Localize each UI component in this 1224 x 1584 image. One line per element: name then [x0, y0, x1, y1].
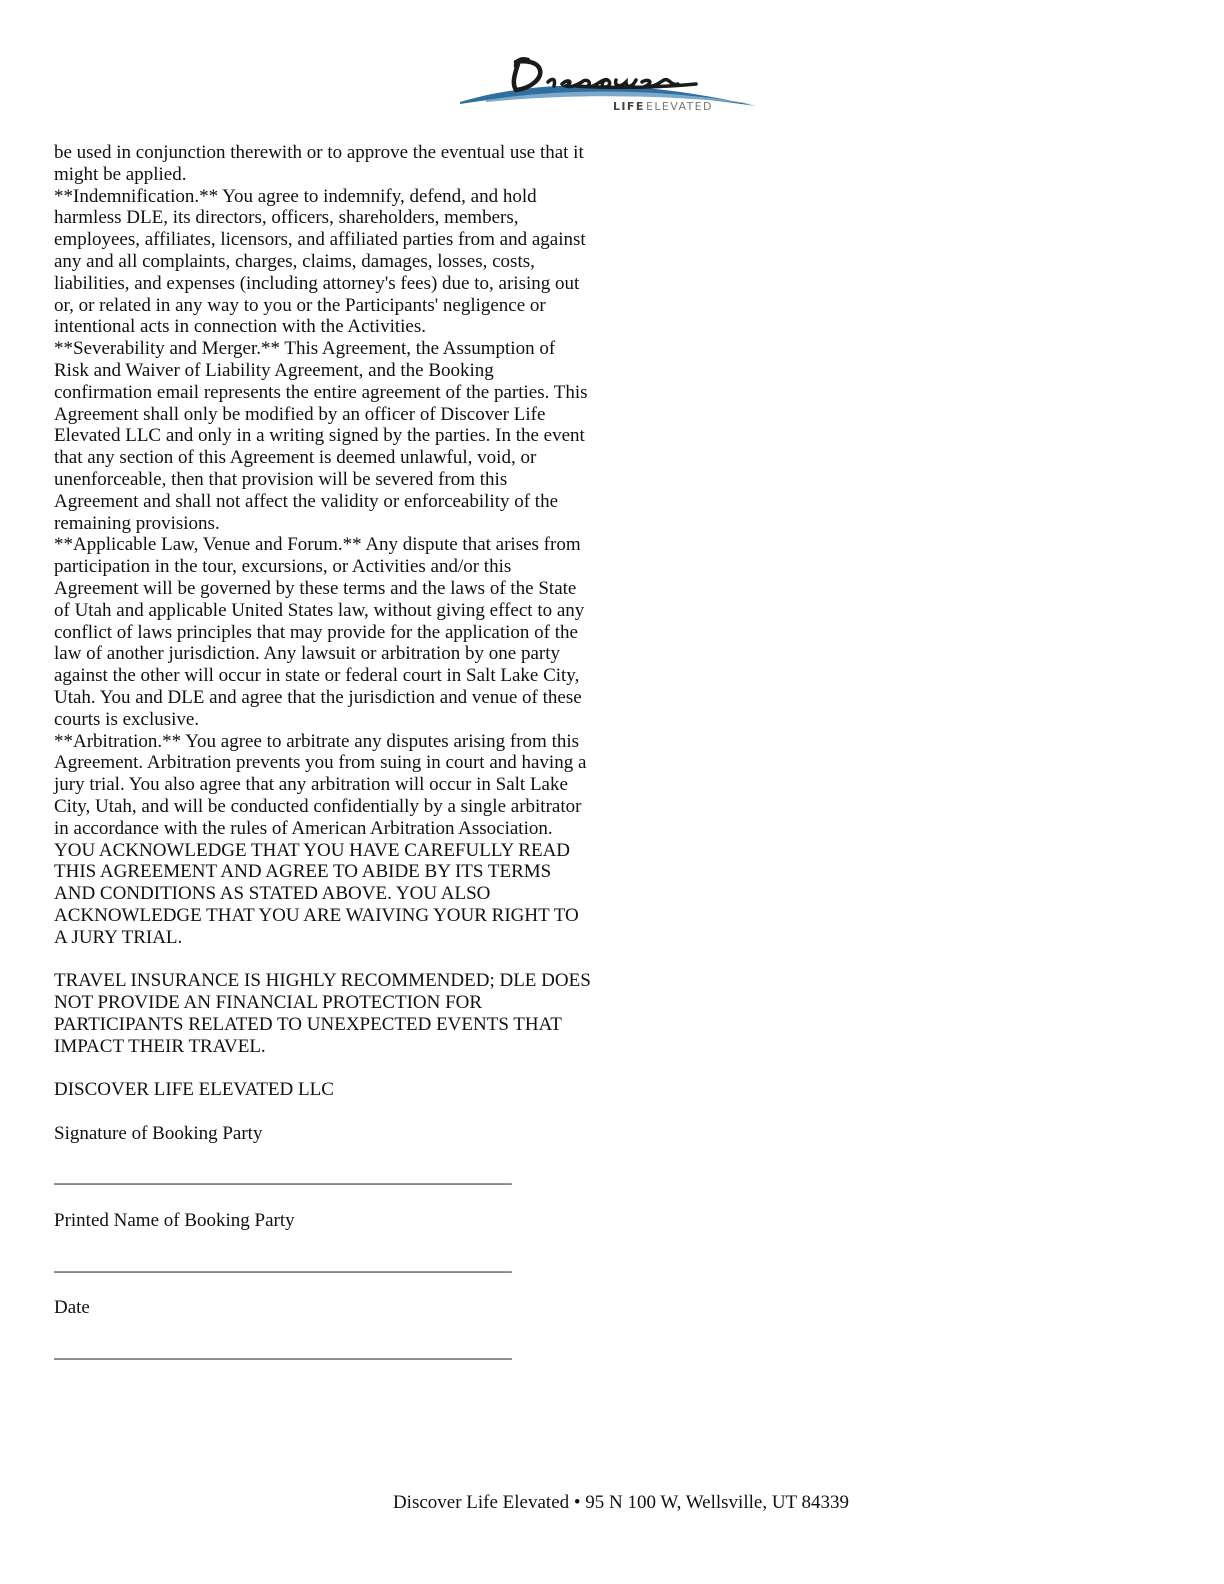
spacer [54, 1145, 594, 1167]
spacer [54, 1188, 594, 1210]
continuation-paragraph: be used in conjunction therewith or to approve the eventual use that it might be applied. [54, 142, 584, 185]
date-label: Date [54, 1297, 90, 1319]
discover-life-elevated-logo [456, 52, 758, 116]
signature-label: Signature of Booking Party [54, 1122, 263, 1144]
company-name: DISCOVER LIFE ELEVATED LLC [54, 1079, 334, 1101]
spacer [54, 1319, 594, 1341]
spacer [54, 1275, 594, 1297]
spacer [54, 948, 594, 970]
applicable-law-paragraph: **Applicable Law, Venue and Forum.** Any dispute that arises from participation in the tour, excursions, or Activities and/or this Agreement will be governed by these terms and the laws of the State of Utah and applicable United States law, without giving effect to any conflict of laws principles that may provide for the application of the law of another jurisdiction. Any lawsuit or arbitration by one party against the other will occur in state or federal court in Salt Lake City, Utah. You and DLE and agree that the jurisdiction and venue of these courts is exclusive. [54, 534, 585, 730]
logo-script-letters [548, 79, 696, 87]
printed-name-label: Printed Name of Booking Party [54, 1210, 295, 1232]
logo-graphic [456, 52, 758, 116]
date-line[interactable]: _______________________________________________________ [54, 1340, 511, 1362]
indemnification-paragraph: **Indemnification.** You agree to indemnify, defend, and hold harmless DLE, its directors, officers, shareholders, members, employees, affiliates, licensors, and affiliated parties from and against any and all complaints, charges, claims, damages, losses, costs, liabilities, and expenses (including attorney's fees) due to, arising out or, or related in any way to you or the Participants' negligence or intentional acts in connection with the Activities. [54, 185, 586, 338]
logo-tagline-light: ELEVATED [646, 100, 713, 113]
spacer [54, 1101, 594, 1123]
logo-script-d [514, 59, 540, 90]
logo-tagline-bold: LIFE [613, 100, 645, 113]
spacer [54, 1232, 594, 1254]
arbitration-paragraph: **Arbitration.** You agree to arbitrate any disputes arising from this Agreement. Arbitration prevents you from suing in court and having a jury trial. You also agree that any arbitration will occur in Salt Lake City, Utah, and will be conducted confidentially by a single arbitrator in accordance with the rules of American Arbitration Association. YOU ACKNOWLEDGE THAT YOU HAVE CAREFULLY READ THIS AGREEMENT AND AGREE TO ABIDE BY ITS TERMS AND CONDITIONS AS STATED ABOVE. YOU ALSO ACKNOWLEDGE THAT YOU ARE WAIVING YOUR RIGHT TO A JURY TRIAL. [54, 730, 587, 948]
travel-insurance-notice: TRAVEL INSURANCE IS HIGHLY RECOMMENDED; DLE DOES NOT PROVIDE AN FINANCIAL PROTECTION FOR PARTICIPANTS RELATED TO UNEXPECTED EVENTS THAT IMPACT THEIR TRAVEL. [54, 970, 591, 1057]
footer-address: Discover Life Elevated • 95 N 100 W, Wellsville, UT 84339 [392, 1492, 850, 1513]
printed-name-line[interactable]: _______________________________________________________ [54, 1253, 511, 1275]
signature-line[interactable]: _______________________________________________________ [54, 1166, 511, 1188]
agreement-body [54, 142, 594, 1363]
spacer [54, 1057, 594, 1079]
severability-paragraph: **Severability and Merger.** This Agreement, the Assumption of Risk and Waiver of Liability Agreement, and the Booking confirmation email represents the entire agreement of the parties. This Agreement shall only be modified by an officer of Discover Life Elevated LLC and only in a writing signed by the parties. In the event that any section of this Agreement is deemed unlawful, void, or unenforceable, then that provision will be severed from this Agreement and shall not affect the validity or enforceability of the remaining provisions. [54, 338, 588, 534]
